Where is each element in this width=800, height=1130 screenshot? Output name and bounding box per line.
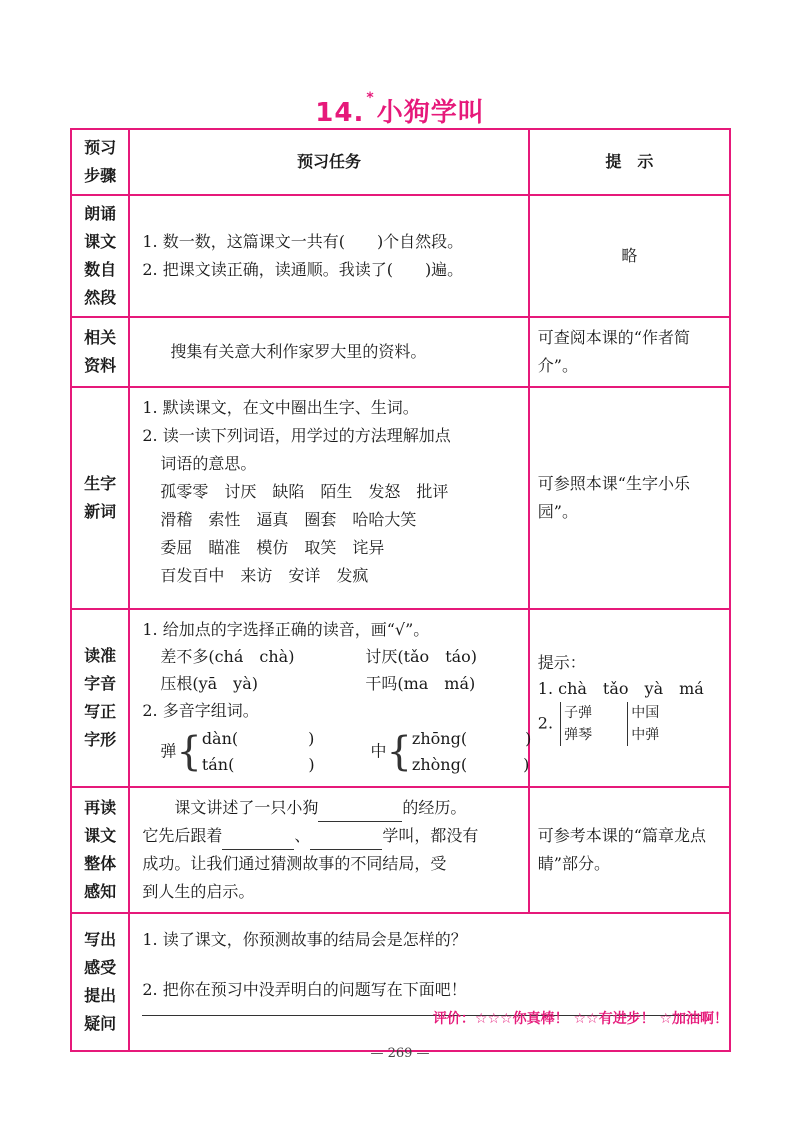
hint-cell: 可参照本课“生字小乐园”。	[529, 387, 730, 609]
pron-item: 差不多(chá chà)	[160, 647, 295, 666]
polyphone-row	[142, 726, 532, 778]
step-label: 生字 新词	[71, 387, 129, 609]
evaluation-footer: 评价：☆☆☆你真棒！ ☆☆有进步！ ☆加油啊！	[432, 1011, 728, 1027]
brace-icon: {	[176, 729, 202, 775]
word-row	[142, 562, 517, 590]
task-cell	[129, 387, 528, 609]
word: 哈哈大笑	[352, 510, 417, 529]
word: 滑稽	[160, 510, 193, 529]
row-new-words	[71, 387, 730, 609]
task-item: 1. 默读课文，在文中圈出生字、生词。	[142, 398, 419, 417]
task-cell	[129, 787, 528, 913]
hint-cell: 略	[529, 195, 730, 317]
pron-row	[142, 643, 517, 670]
pron-row	[142, 670, 517, 697]
header-task: 预习任务	[129, 129, 528, 195]
hint-answer: 2. 子弹 弹琴 中国 中弹	[538, 702, 721, 746]
task-item: 2. 把你在预习中没弄明白的问题写在下面吧！	[142, 980, 467, 999]
task-cell	[129, 609, 532, 787]
word-row	[142, 506, 517, 534]
lesson-title	[0, 92, 800, 129]
task-line: 它先后跟着 、 学叫，都没有	[142, 822, 517, 850]
task-item: 2. 把课文读正确，读通顺。我读了( )遍。	[142, 260, 464, 279]
step-label: 写出 感受 提出 疑问	[71, 913, 129, 1051]
word-row	[142, 478, 517, 506]
header-step: 预习 步骤	[71, 129, 129, 195]
row-read-aloud	[71, 195, 730, 317]
word: 百发百中	[160, 566, 225, 585]
word: 发怒	[368, 482, 401, 501]
hint-cell	[529, 609, 730, 787]
task-cell: 搜集有关意大利作家罗大里的资料。	[129, 317, 528, 387]
word: 瞄准	[208, 538, 241, 557]
word: 安详	[288, 566, 321, 585]
polyphone-group	[370, 726, 531, 778]
word: 批评	[416, 482, 449, 501]
word: 诧异	[352, 538, 385, 557]
word: 逼真	[256, 510, 289, 529]
row-pronunciation	[71, 609, 730, 787]
task-item: 词语的意思。	[160, 454, 257, 473]
brace-icon: {	[386, 729, 412, 775]
word: 来访	[240, 566, 273, 585]
polyphone-char: 弹	[160, 741, 177, 761]
polyphone-group	[160, 726, 365, 778]
word: 索性	[208, 510, 241, 529]
task-cell	[129, 913, 730, 1051]
word-row	[142, 534, 517, 562]
polyphone-readings: dàn( ) tán( )	[201, 729, 315, 774]
task-line: 到人生的启示。	[142, 882, 255, 901]
word: 孤零零	[160, 482, 209, 501]
lesson-name: 小狗学叫	[376, 98, 485, 128]
task-line: 课文讲述了一只小狗 的经历。	[142, 794, 517, 822]
word: 模仿	[256, 538, 289, 557]
task-item: 2. 多音字组词。	[142, 701, 259, 720]
polyphone-char: 中	[370, 741, 387, 761]
step-label: 再读 课文 整体 感知	[71, 787, 129, 913]
header-hint: 提 示	[529, 129, 730, 195]
row-materials	[71, 317, 730, 387]
word: 委屈	[160, 538, 193, 557]
task-line: 成功。让我们通过猜测故事的不同结局，受	[142, 854, 447, 873]
task-item: 1. 给加点的字选择正确的读音，画“√”。	[142, 620, 430, 639]
step-label: 朗诵 课文 数自 然段	[71, 195, 129, 317]
preview-table	[70, 128, 731, 1052]
row-overview	[71, 787, 730, 913]
hint-cell: 可查阅本课的“作者简介”。	[529, 317, 730, 387]
word: 发疯	[336, 566, 369, 585]
polyphone-readings: zhōng( ) zhòng( )	[411, 729, 532, 774]
task-item: 1. 数一数，这篇课文一共有( )个自然段。	[142, 232, 464, 251]
task-item: 1. 读了课文，你预测故事的结局会是怎样的？	[142, 930, 467, 949]
word: 缺陷	[272, 482, 305, 501]
word: 圈套	[304, 510, 337, 529]
page-number: — 269 —	[370, 1046, 430, 1061]
pron-item: 压根(yā yà)	[160, 674, 258, 693]
word: 取笑	[304, 538, 337, 557]
hint-answer: 1. chà tǎo yà má	[537, 679, 704, 698]
lesson-mark: *	[366, 90, 375, 106]
word: 讨厌	[224, 482, 257, 501]
word: 陌生	[320, 482, 353, 501]
task-cell	[129, 195, 528, 317]
table-header-row	[71, 129, 730, 195]
step-label: 相关 资料	[71, 317, 129, 387]
hint-title: 提示：	[537, 653, 586, 672]
task-item: 2. 读一读下列词语，用学过的方法理解加点	[142, 426, 451, 445]
hint-cell: 可参考本课的“篇章龙点睛”部分。	[529, 787, 730, 913]
step-label: 读准 字音 写正 字形	[71, 609, 129, 787]
row-questions	[71, 913, 730, 1051]
lesson-number: 14.	[315, 98, 365, 128]
pron-item: 讨厌(tǎo táo)	[365, 647, 478, 666]
pron-item: 干吗(ma má)	[365, 674, 476, 693]
